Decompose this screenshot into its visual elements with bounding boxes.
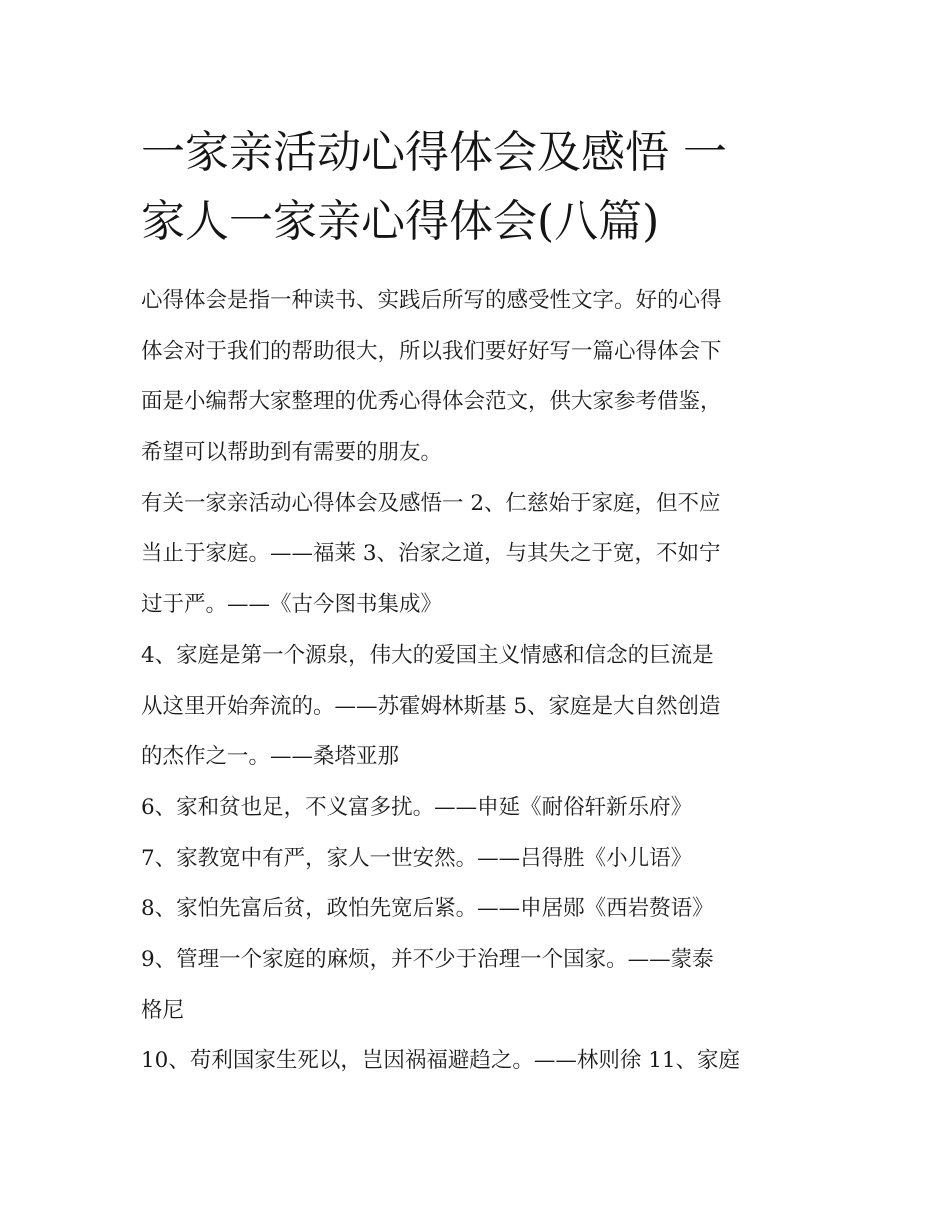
text-line: 4、家庭是第一个源泉，伟大的爱国主义情感和信念的巨流是 xyxy=(141,642,714,668)
intro-paragraph xyxy=(141,283,821,486)
text-line: 面是小编帮大家整理的优秀心得体会范文，供大家参考借鉴， xyxy=(141,389,722,415)
text-line: 7、家教宽中有严，家人一世安然。——吕得胜《小儿语》 xyxy=(141,845,693,871)
text-line: 过于严。——《古今图书集成》 xyxy=(141,592,443,618)
quote-paragraph xyxy=(141,942,821,1043)
quote-paragraph xyxy=(141,841,821,892)
text-line: 9、管理一个家庭的麻烦，并不少于治理一个国家。——蒙泰 xyxy=(141,946,714,972)
text-line: 希望可以帮助到有需要的朋友。 xyxy=(141,440,443,466)
text-line: 的杰作之一。——桑塔亚那 xyxy=(141,744,400,770)
text-line: 8、家怕先富后贫，政怕先宽后紧。——申居郧《西岩赘语》 xyxy=(141,896,714,922)
document-body xyxy=(141,283,821,1094)
quote-paragraph xyxy=(141,1043,821,1094)
text-line: 心得体会是指一种读书、实践后所写的感受性文字。好的心得 xyxy=(141,288,722,313)
text-line: 格尼 xyxy=(141,997,185,1023)
text-line: 从这里开始奔流的。——苏霍姆林斯基 5、家庭是大自然创造 xyxy=(141,693,721,719)
text-line: 6、家和贫也足，不义富多扰。——申延《耐俗轩新乐府》 xyxy=(141,794,693,820)
text-line: 有关一家亲活动心得体会及感悟一 2、仁慈始于家庭，但不应 xyxy=(141,490,721,516)
quote-paragraph xyxy=(141,790,821,841)
document-title xyxy=(141,118,821,256)
quote-paragraph xyxy=(141,891,821,942)
text-line: 体会对于我们的帮助很大，所以我们要好好写一篇心得体会下 xyxy=(141,338,722,364)
text-line: 10、苟利国家生死以，岂因祸福避趋之。——林则徐 11、家庭 xyxy=(141,1048,741,1074)
title-line: 家人一家亲心得体会(八篇) xyxy=(141,196,660,247)
text-line: 当止于家庭。——福莱 3、治家之道，与其失之于宽，不如宁 xyxy=(141,541,721,567)
quote-paragraph xyxy=(141,638,821,790)
title-line: 一家亲活动心得体会及感悟 一 xyxy=(141,127,727,178)
quote-paragraph xyxy=(141,486,821,638)
